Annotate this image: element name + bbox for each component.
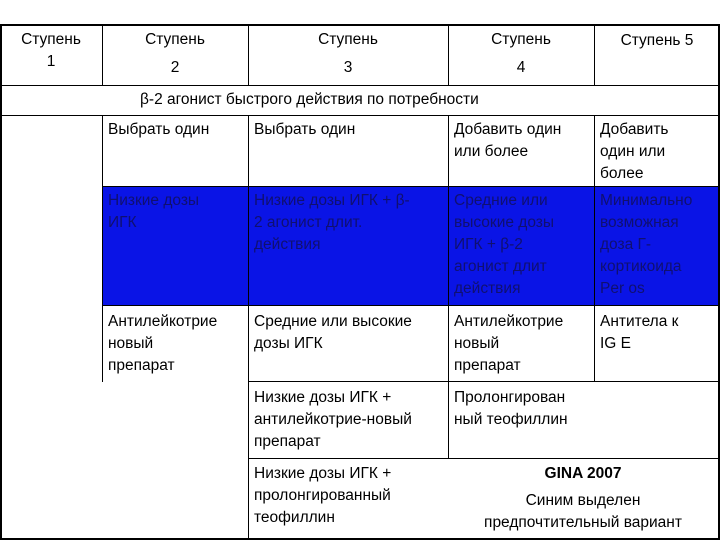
row-divider	[248, 381, 720, 382]
choose-step-4: Добавить один или более	[454, 121, 562, 160]
table-border-left	[0, 24, 2, 540]
alt1-step-4: Антилейкотрие новый препарат	[454, 313, 564, 374]
preferred-step-4: Средние или высокие дозы ИГК + β-2 агонист длит действия	[454, 192, 555, 297]
col-divider	[248, 115, 249, 540]
choose-step-2: Выбрать один	[108, 121, 210, 138]
note-line-1: Синим выделен	[525, 492, 641, 509]
step-3-header: Ступень 3	[318, 31, 378, 76]
row-divider	[0, 85, 720, 86]
choose-step-5: Добавить один или более	[600, 121, 669, 182]
alt1-step-5: Антитела к IG E	[600, 313, 679, 352]
preferred-step-3: Низкие дозы ИГК + β- 2 агонист длит. действия	[254, 192, 410, 253]
col-divider	[448, 24, 449, 86]
alt1-step-2: Антилейкотрие новый препарат	[108, 313, 218, 374]
col-divider	[102, 115, 103, 382]
col-divider	[448, 115, 449, 459]
col-divider	[248, 24, 249, 86]
col-divider	[102, 24, 103, 86]
step-1-header: Ступень 1	[21, 31, 81, 70]
step-4-header: Ступень 4	[491, 31, 551, 76]
table-border-top	[0, 24, 720, 26]
alt1-step-3: Средние или высокие дозы ИГК	[254, 313, 412, 352]
beta-agonist-row: β-2 агонист быстрого действия по потребности	[140, 91, 479, 108]
preferred-step-5: Минимально возможная доза Г- кортикоида Per os	[600, 192, 693, 297]
preferred-step-2: Низкие дозы ИГК	[108, 192, 200, 231]
alt3-step-3: Низкие дозы ИГК + пролонгированный теофиллин	[254, 465, 392, 526]
step-2-header: Ступень 2	[145, 31, 205, 76]
row-divider	[102, 186, 720, 187]
col-divider	[594, 24, 595, 86]
row-divider	[248, 458, 720, 459]
row-divider	[102, 305, 720, 306]
alt2-step-3: Низкие дозы ИГК + антилейкотрие-новый препарат	[254, 389, 412, 450]
note-title: GINA 2007	[544, 465, 622, 482]
row-divider	[0, 115, 720, 116]
choose-step-3: Выбрать один	[254, 121, 356, 138]
alt2-step-4: Пролонгирован ный теофиллин	[454, 389, 568, 428]
note-line-2: предпочтительный вариант	[484, 514, 682, 531]
col-divider	[594, 115, 595, 382]
step-5-header: Ступень 5	[620, 32, 694, 49]
